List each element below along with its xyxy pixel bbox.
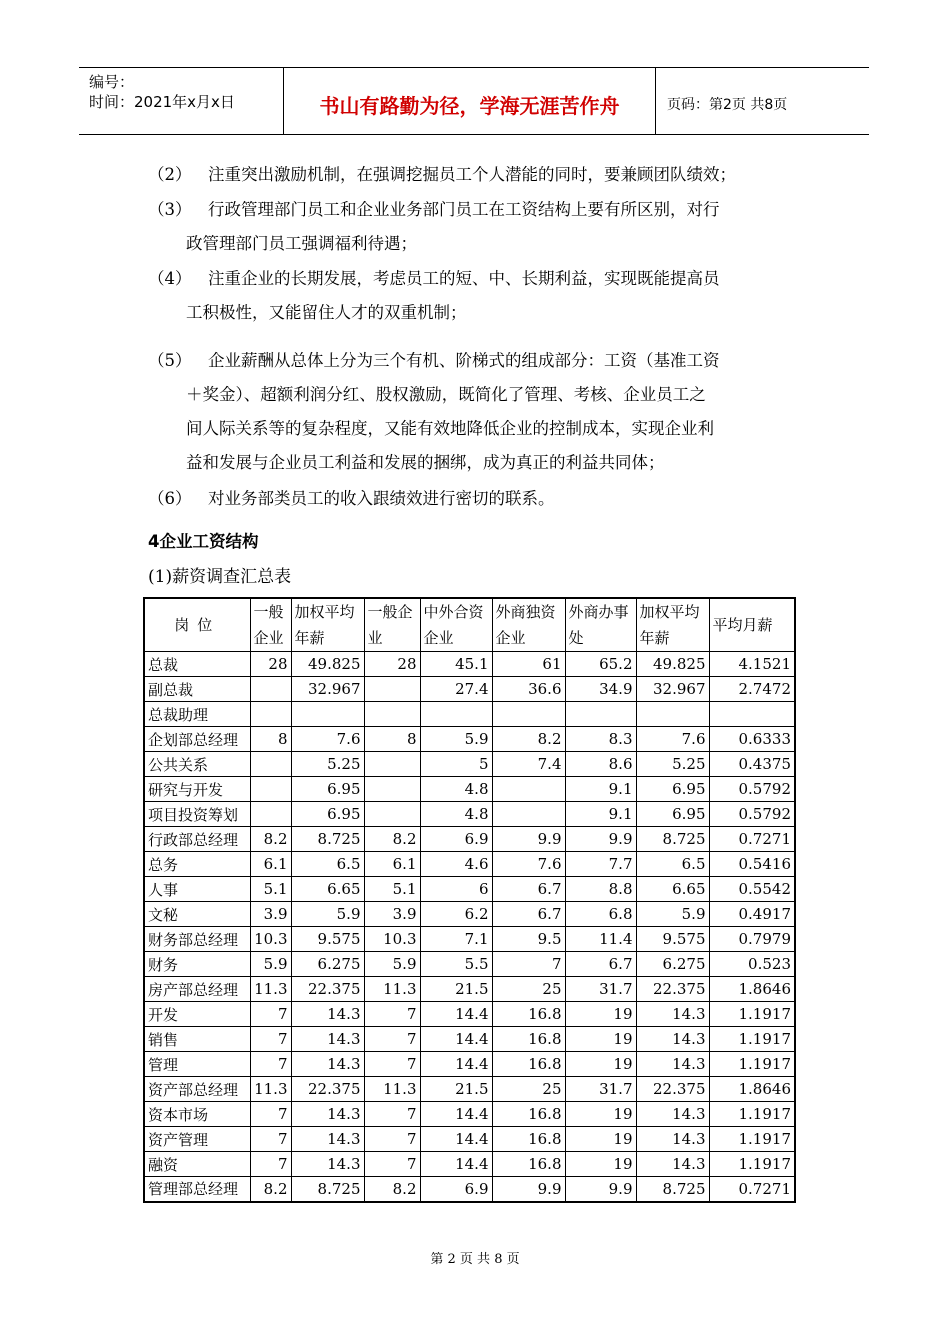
value-cell: 14.3 xyxy=(636,1102,709,1127)
table-row xyxy=(144,1102,795,1127)
value-cell: 6.1 xyxy=(250,852,291,877)
value-cell: 0.5416 xyxy=(709,852,795,877)
value-cell: 65.2 xyxy=(565,652,636,677)
row-label-cell: 财务 xyxy=(144,952,250,977)
paragraph-number: （4） xyxy=(148,269,192,288)
value-cell: 14.4 xyxy=(420,1152,492,1177)
value-cell xyxy=(250,802,291,827)
table-row xyxy=(144,727,795,752)
value-cell: 14.4 xyxy=(420,1127,492,1152)
paragraph-line: ＋奖金）、超额利润分红、股权激励，既简化了管理、考核、企业员工之 xyxy=(186,385,706,404)
row-label-cell: 总裁 xyxy=(144,652,250,677)
table-row xyxy=(144,927,795,952)
value-cell xyxy=(565,702,636,727)
table-row xyxy=(144,1152,795,1177)
value-cell: 1.1917 xyxy=(709,1052,795,1077)
value-cell: 8 xyxy=(250,727,291,752)
paragraph-number: （3） xyxy=(148,200,192,219)
row-label-cell: 房产部总经理 xyxy=(144,977,250,1002)
value-cell xyxy=(364,802,420,827)
header-page-info: 页码：第2页 共8页 xyxy=(667,97,788,113)
row-label-cell: 行政部总经理 xyxy=(144,827,250,852)
value-cell: 10.3 xyxy=(250,927,291,952)
paragraph-number: （2） xyxy=(148,165,192,184)
value-cell xyxy=(492,702,565,727)
row-label-cell: 副总裁 xyxy=(144,677,250,702)
value-cell: 11.3 xyxy=(364,977,420,1002)
paragraph xyxy=(148,344,813,480)
value-cell: 6.7 xyxy=(565,952,636,977)
value-cell: 8.725 xyxy=(636,1177,709,1202)
value-cell: 16.8 xyxy=(492,1052,565,1077)
paragraph-line: 企业薪酬从总体上分为三个有机、阶梯式的组成部分：工资（基准工资 xyxy=(208,351,720,370)
value-cell: 14.3 xyxy=(291,1002,364,1027)
value-cell: 8 xyxy=(364,727,420,752)
column-header: 外商独资企业 xyxy=(492,598,565,652)
value-cell: 1.1917 xyxy=(709,1127,795,1152)
paragraph-number: （6） xyxy=(148,489,192,508)
table-row xyxy=(144,1177,795,1202)
value-cell: 9.1 xyxy=(565,802,636,827)
value-cell: 2.7472 xyxy=(709,677,795,702)
table-row xyxy=(144,952,795,977)
value-cell xyxy=(250,752,291,777)
value-cell: 14.4 xyxy=(420,1052,492,1077)
page-header xyxy=(79,67,869,135)
value-cell: 3.9 xyxy=(364,902,420,927)
value-cell: 6.65 xyxy=(636,877,709,902)
value-cell: 8.2 xyxy=(492,727,565,752)
column-header: 加权平均年薪 xyxy=(291,598,364,652)
table-header-row xyxy=(144,598,795,652)
value-cell: 14.3 xyxy=(291,1102,364,1127)
value-cell: 9.575 xyxy=(636,927,709,952)
value-cell: 25 xyxy=(492,1077,565,1102)
value-cell: 7 xyxy=(364,1002,420,1027)
row-label-cell: 管理部总经理 xyxy=(144,1177,250,1202)
value-cell: 19 xyxy=(565,1052,636,1077)
value-cell xyxy=(364,752,420,777)
value-cell: 1.1917 xyxy=(709,1027,795,1052)
value-cell: 0.5792 xyxy=(709,802,795,827)
value-cell: 19 xyxy=(565,1152,636,1177)
table-row xyxy=(144,977,795,1002)
value-cell: 5.25 xyxy=(636,752,709,777)
value-cell: 11.3 xyxy=(250,977,291,1002)
value-cell: 14.3 xyxy=(636,1052,709,1077)
value-cell: 16.8 xyxy=(492,1027,565,1052)
value-cell: 6.95 xyxy=(291,802,364,827)
value-cell: 28 xyxy=(250,652,291,677)
value-cell: 32.967 xyxy=(636,677,709,702)
value-cell: 0.7979 xyxy=(709,927,795,952)
column-header: 一般企业 xyxy=(250,598,291,652)
column-header: 岗位 xyxy=(144,598,250,652)
value-cell: 9.9 xyxy=(565,827,636,852)
value-cell xyxy=(364,677,420,702)
value-cell xyxy=(420,702,492,727)
paragraph-line: 行政管理部门员工和企业业务部门员工在工资结构上要有所区别，对行 xyxy=(208,200,720,219)
row-label-cell: 财务部总经理 xyxy=(144,927,250,952)
value-cell: 7 xyxy=(364,1027,420,1052)
paragraph xyxy=(148,482,813,516)
value-cell: 7 xyxy=(250,1002,291,1027)
value-cell: 22.375 xyxy=(291,977,364,1002)
value-cell: 14.3 xyxy=(291,1052,364,1077)
value-cell: 4.8 xyxy=(420,802,492,827)
paragraph-line: 间人际关系等的复杂程度，又能有效地降低企业的控制成本，实现企业利 xyxy=(186,419,714,438)
header-number-label: 编号： xyxy=(89,73,135,91)
value-cell: 1.1917 xyxy=(709,1102,795,1127)
value-cell: 7 xyxy=(250,1152,291,1177)
section-title: 4企业工资结构 xyxy=(148,532,259,551)
row-label-cell: 销售 xyxy=(144,1027,250,1052)
value-cell: 7.1 xyxy=(420,927,492,952)
value-cell: 0.5792 xyxy=(709,777,795,802)
table-row xyxy=(144,702,795,727)
column-header: 中外合资企业 xyxy=(420,598,492,652)
header-divider xyxy=(655,68,656,134)
value-cell: 7.6 xyxy=(291,727,364,752)
paragraph-line: 工积极性，又能留住人才的双重机制； xyxy=(186,303,467,322)
value-cell xyxy=(250,677,291,702)
value-cell: 8.3 xyxy=(565,727,636,752)
value-cell: 5.5 xyxy=(420,952,492,977)
value-cell: 9.5 xyxy=(492,927,565,952)
value-cell: 9.9 xyxy=(565,1177,636,1202)
value-cell: 5.1 xyxy=(250,877,291,902)
value-cell xyxy=(492,802,565,827)
paragraph-number: （5） xyxy=(148,351,192,370)
value-cell: 3.9 xyxy=(250,902,291,927)
column-header: 一般企业 xyxy=(364,598,420,652)
value-cell: 22.375 xyxy=(636,977,709,1002)
table-row xyxy=(144,902,795,927)
value-cell xyxy=(364,702,420,727)
value-cell: 7 xyxy=(250,1052,291,1077)
value-cell: 5.9 xyxy=(291,902,364,927)
value-cell: 14.3 xyxy=(291,1027,364,1052)
value-cell: 8.2 xyxy=(250,827,291,852)
value-cell: 5.25 xyxy=(291,752,364,777)
paragraph-line: 益和发展与企业员工利益和发展的捆绑，成为真正的利益共同体； xyxy=(186,453,665,472)
value-cell: 8.725 xyxy=(291,827,364,852)
value-cell: 7.6 xyxy=(636,727,709,752)
value-cell: 8.2 xyxy=(364,1177,420,1202)
value-cell: 0.7271 xyxy=(709,1177,795,1202)
table-row xyxy=(144,1052,795,1077)
row-label-cell: 资本市场 xyxy=(144,1102,250,1127)
value-cell: 61 xyxy=(492,652,565,677)
table-row xyxy=(144,652,795,677)
value-cell: 8.2 xyxy=(364,827,420,852)
value-cell: 1.1917 xyxy=(709,1002,795,1027)
value-cell: 16.8 xyxy=(492,1002,565,1027)
value-cell: 27.4 xyxy=(420,677,492,702)
row-label-cell: 研究与开发 xyxy=(144,777,250,802)
header-motto: 书山有路勤为径，学海无涯苦作舟 xyxy=(319,94,620,118)
value-cell: 16.8 xyxy=(492,1152,565,1177)
value-cell: 9.9 xyxy=(492,827,565,852)
paragraph-line: 注重突出激励机制，在强调挖掘员工个人潜能的同时，要兼顾团队绩效； xyxy=(208,165,736,184)
paragraph xyxy=(148,262,813,330)
value-cell: 14.4 xyxy=(420,1027,492,1052)
value-cell: 1.8646 xyxy=(709,1077,795,1102)
value-cell: 5.1 xyxy=(364,877,420,902)
value-cell: 34.9 xyxy=(565,677,636,702)
value-cell: 9.9 xyxy=(492,1177,565,1202)
value-cell: 49.825 xyxy=(636,652,709,677)
value-cell: 21.5 xyxy=(420,977,492,1002)
value-cell: 8.725 xyxy=(291,1177,364,1202)
value-cell: 5 xyxy=(420,752,492,777)
paragraph xyxy=(148,193,813,261)
value-cell: 16.8 xyxy=(492,1127,565,1152)
value-cell: 14.3 xyxy=(291,1152,364,1177)
value-cell: 6.275 xyxy=(291,952,364,977)
value-cell: 0.6333 xyxy=(709,727,795,752)
value-cell: 11.3 xyxy=(250,1077,291,1102)
value-cell xyxy=(250,777,291,802)
value-cell: 19 xyxy=(565,1127,636,1152)
table-row xyxy=(144,1002,795,1027)
column-header: 平均月薪 xyxy=(709,598,795,652)
value-cell: 10.3 xyxy=(364,927,420,952)
value-cell: 4.1521 xyxy=(709,652,795,677)
value-cell: 6.1 xyxy=(364,852,420,877)
value-cell: 6 xyxy=(420,877,492,902)
salary-survey-table xyxy=(143,597,796,1203)
row-label-cell: 融资 xyxy=(144,1152,250,1177)
column-header: 加权平均年薪 xyxy=(636,598,709,652)
value-cell: 14.3 xyxy=(291,1127,364,1152)
page-footer: 第 2 页 共 8 页 xyxy=(430,1252,520,1267)
value-cell: 6.65 xyxy=(291,877,364,902)
value-cell: 6.7 xyxy=(492,877,565,902)
value-cell: 7 xyxy=(364,1052,420,1077)
header-time-label: 时间：2021年x月x日 xyxy=(89,93,235,111)
value-cell: 32.967 xyxy=(291,677,364,702)
value-cell xyxy=(492,777,565,802)
value-cell xyxy=(364,777,420,802)
paragraph-line: 对业务部类员工的收入跟绩效进行密切的联系。 xyxy=(208,489,555,508)
value-cell: 4.8 xyxy=(420,777,492,802)
value-cell: 28 xyxy=(364,652,420,677)
table-row xyxy=(144,827,795,852)
value-cell: 6.5 xyxy=(636,852,709,877)
value-cell: 6.95 xyxy=(636,777,709,802)
row-label-cell: 资产部总经理 xyxy=(144,1077,250,1102)
table-row xyxy=(144,877,795,902)
row-label-cell: 资产管理 xyxy=(144,1127,250,1152)
value-cell: 6.7 xyxy=(492,902,565,927)
value-cell: 7 xyxy=(364,1152,420,1177)
value-cell: 6.95 xyxy=(291,777,364,802)
value-cell: 8.725 xyxy=(636,827,709,852)
value-cell: 7 xyxy=(492,952,565,977)
value-cell: 22.375 xyxy=(291,1077,364,1102)
value-cell: 0.5542 xyxy=(709,877,795,902)
column-header: 外商办事处 xyxy=(565,598,636,652)
value-cell: 9.575 xyxy=(291,927,364,952)
value-cell: 5.9 xyxy=(636,902,709,927)
value-cell: 7.7 xyxy=(565,852,636,877)
row-label-cell: 开发 xyxy=(144,1002,250,1027)
table-caption: (1)薪资调查汇总表 xyxy=(148,567,292,587)
value-cell: 11.3 xyxy=(364,1077,420,1102)
value-cell: 31.7 xyxy=(565,977,636,1002)
value-cell: 0.523 xyxy=(709,952,795,977)
value-cell: 7 xyxy=(250,1127,291,1152)
row-label-cell: 总务 xyxy=(144,852,250,877)
paragraph-line: 政管理部门员工强调福利待遇； xyxy=(186,234,417,253)
value-cell: 19 xyxy=(565,1002,636,1027)
value-cell: 7 xyxy=(364,1127,420,1152)
row-label-cell: 管理 xyxy=(144,1052,250,1077)
table-row xyxy=(144,1127,795,1152)
value-cell: 6.2 xyxy=(420,902,492,927)
value-cell: 5.9 xyxy=(250,952,291,977)
value-cell: 8.8 xyxy=(565,877,636,902)
value-cell: 45.1 xyxy=(420,652,492,677)
row-label-cell: 文秘 xyxy=(144,902,250,927)
value-cell: 6.9 xyxy=(420,827,492,852)
paragraph xyxy=(148,158,813,192)
value-cell: 6.5 xyxy=(291,852,364,877)
table-row xyxy=(144,802,795,827)
table-row xyxy=(144,1077,795,1102)
value-cell: 14.3 xyxy=(636,1002,709,1027)
header-meta xyxy=(89,72,235,112)
value-cell: 14.3 xyxy=(636,1027,709,1052)
value-cell: 0.4917 xyxy=(709,902,795,927)
table-row xyxy=(144,777,795,802)
value-cell: 7 xyxy=(364,1102,420,1127)
value-cell xyxy=(291,702,364,727)
row-label-cell: 项目投资筹划 xyxy=(144,802,250,827)
row-label-cell: 人事 xyxy=(144,877,250,902)
value-cell: 14.3 xyxy=(636,1127,709,1152)
value-cell: 1.8646 xyxy=(709,977,795,1002)
value-cell: 7.6 xyxy=(492,852,565,877)
value-cell xyxy=(709,702,795,727)
value-cell: 31.7 xyxy=(565,1077,636,1102)
table-row xyxy=(144,1027,795,1052)
value-cell: 9.1 xyxy=(565,777,636,802)
value-cell: 1.1917 xyxy=(709,1152,795,1177)
value-cell: 6.275 xyxy=(636,952,709,977)
value-cell xyxy=(636,702,709,727)
value-cell: 19 xyxy=(565,1027,636,1052)
value-cell xyxy=(250,702,291,727)
value-cell: 14.4 xyxy=(420,1102,492,1127)
value-cell: 11.4 xyxy=(565,927,636,952)
value-cell: 19 xyxy=(565,1102,636,1127)
value-cell: 7 xyxy=(250,1027,291,1052)
table-row xyxy=(144,852,795,877)
value-cell: 14.4 xyxy=(420,1002,492,1027)
table-row xyxy=(144,677,795,702)
value-cell: 21.5 xyxy=(420,1077,492,1102)
value-cell: 0.7271 xyxy=(709,827,795,852)
value-cell: 25 xyxy=(492,977,565,1002)
value-cell: 14.3 xyxy=(636,1152,709,1177)
value-cell: 49.825 xyxy=(291,652,364,677)
table-row xyxy=(144,752,795,777)
paragraph-line: 注重企业的长期发展，考虑员工的短、中、长期利益，实现既能提高员 xyxy=(208,269,720,288)
value-cell: 8.2 xyxy=(250,1177,291,1202)
value-cell: 8.6 xyxy=(565,752,636,777)
value-cell: 6.8 xyxy=(565,902,636,927)
value-cell: 22.375 xyxy=(636,1077,709,1102)
value-cell: 7.4 xyxy=(492,752,565,777)
row-label-cell: 总裁助理 xyxy=(144,702,250,727)
value-cell: 6.9 xyxy=(420,1177,492,1202)
value-cell: 7 xyxy=(250,1102,291,1127)
value-cell: 5.9 xyxy=(364,952,420,977)
value-cell: 0.4375 xyxy=(709,752,795,777)
value-cell: 36.6 xyxy=(492,677,565,702)
value-cell: 4.6 xyxy=(420,852,492,877)
value-cell: 6.95 xyxy=(636,802,709,827)
row-label-cell: 公共关系 xyxy=(144,752,250,777)
row-label-cell: 企划部总经理 xyxy=(144,727,250,752)
value-cell: 5.9 xyxy=(420,727,492,752)
value-cell: 16.8 xyxy=(492,1102,565,1127)
